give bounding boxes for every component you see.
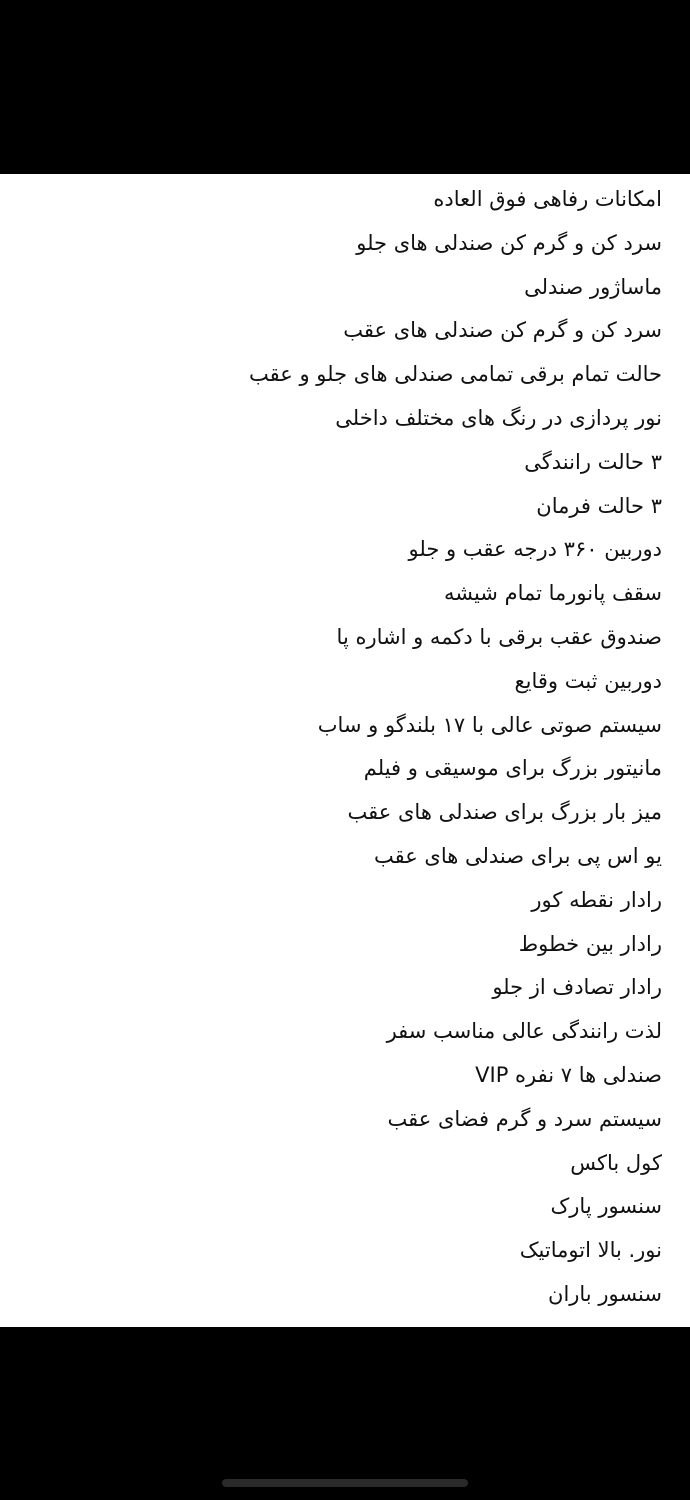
feature-line: یو اس پی برای صندلی های عقب <box>373 843 662 868</box>
feature-line: صندوق عقب برقی با دکمه و اشاره پا <box>336 624 662 649</box>
feature-list <box>0 178 662 1317</box>
feature-line: حالت تمام برقی تمامی صندلی های جلو و عقب <box>249 362 662 387</box>
home-indicator[interactable] <box>222 1479 468 1487</box>
feature-line: سنسور باران <box>548 1281 662 1306</box>
feature-line: ۳ حالت فرمان <box>536 493 662 518</box>
feature-line: نور پردازی در رنگ های مختلف داخلی <box>335 405 662 430</box>
text-content-area[interactable] <box>0 174 690 1327</box>
feature-line: سیستم سرد و گرم فضای عقب <box>387 1106 662 1131</box>
feature-line: رادار نقطه کور <box>531 887 662 912</box>
feature-line: لذت رانندگی عالی مناسب سفر <box>386 1019 662 1044</box>
feature-line: سنسور پارک <box>550 1194 662 1219</box>
feature-line: کول باکس <box>570 1150 662 1175</box>
feature-line: صندلی ها ۷ نفره VIP <box>475 1062 662 1087</box>
feature-line: دوربین ۳۶۰ درجه عقب و جلو <box>408 537 662 562</box>
feature-line: سیستم صوتی عالی با ۱۷ بلندگو و ساب <box>317 712 662 737</box>
feature-line: نور. بالا اتوماتیک <box>519 1238 662 1263</box>
feature-line: سقف پانورما تمام شیشه <box>443 581 662 606</box>
feature-line: ۳ حالت رانندگی <box>524 449 662 474</box>
feature-line: رادار بین خطوط <box>518 931 662 956</box>
feature-line: دوربین ثبت وقایع <box>514 668 662 693</box>
feature-line: مانیتور بزرگ برای موسیقی و فیلم <box>363 756 662 781</box>
feature-line: میز بار بزرگ برای صندلی های عقب <box>347 800 662 825</box>
feature-line: سرد کن و گرم کن صندلی های عقب <box>343 318 662 343</box>
feature-line: ماساژور صندلی <box>524 274 662 299</box>
feature-line: امکانات رفاهی فوق العاده <box>433 187 662 211</box>
bottom-black-bar <box>0 1327 690 1500</box>
feature-line: رادار تصادف از جلو <box>492 975 662 1000</box>
top-black-bar <box>0 0 690 174</box>
feature-line: سرد کن و گرم کن صندلی های جلو <box>356 230 662 255</box>
